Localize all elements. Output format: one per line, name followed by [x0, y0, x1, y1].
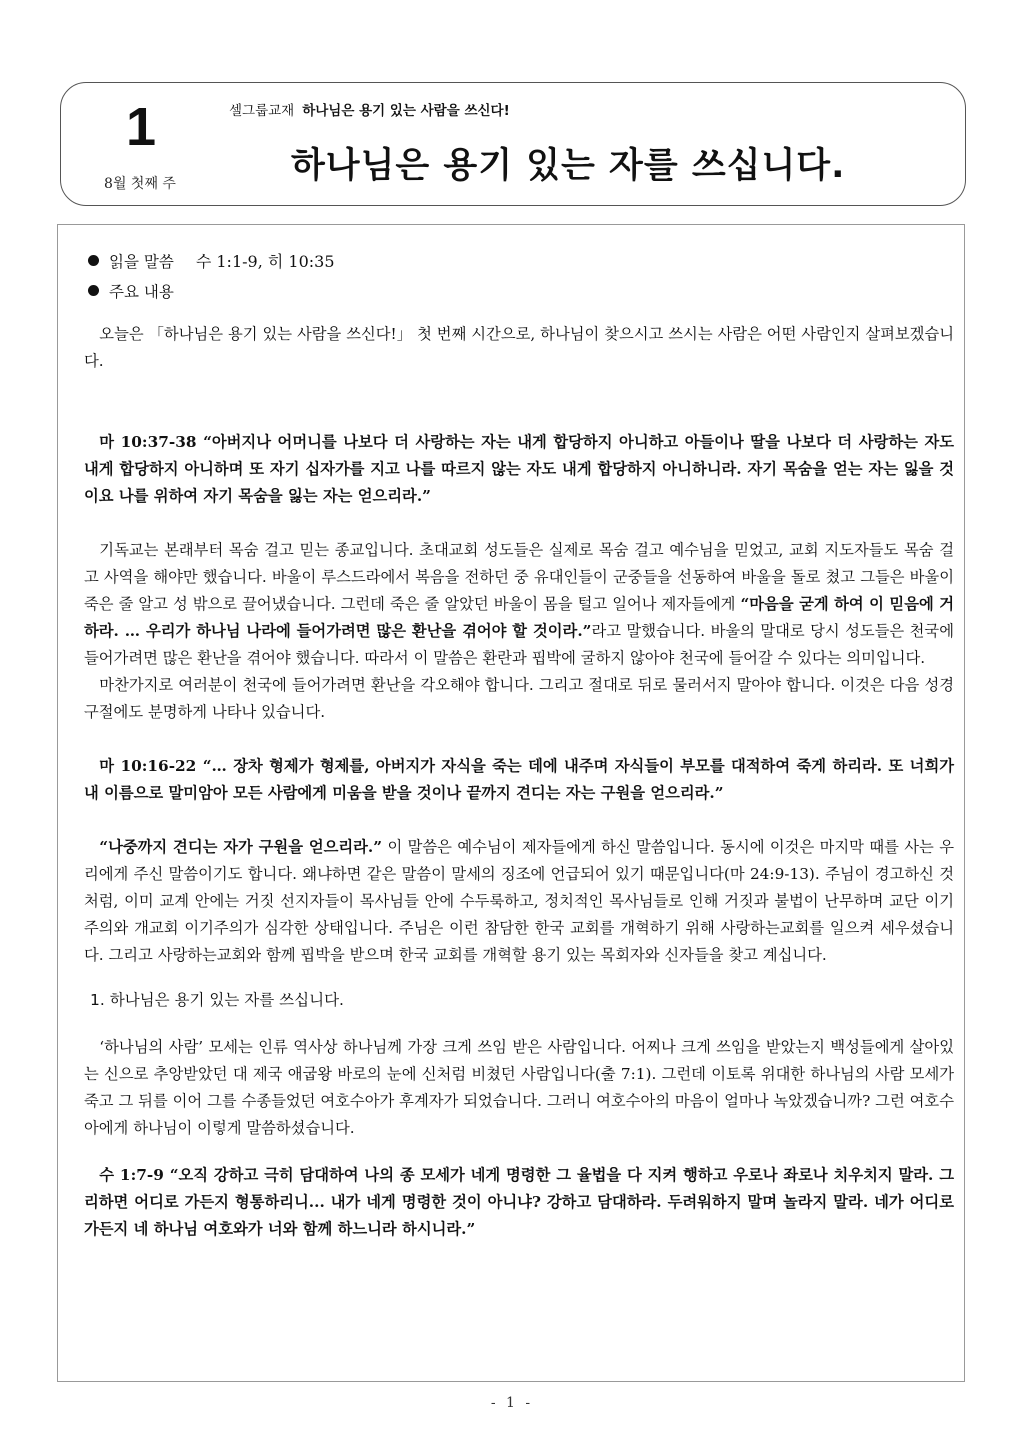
body-paragraph	[84, 537, 954, 672]
reading-row	[88, 247, 954, 277]
inline-quote: “마음을 굳게 하여 이 믿음에 거하라. … 우리가 하나님 나라에 들어가려면 많은 환난을 겪어야 할 것이라.”	[84, 595, 955, 640]
paragraph-text: 이 말씀은 예수님이 제자들에게 하신 말씀입니다. 동시에 이것은 마지막 때를 사는 우리에게 주신 말씀이기도 합니다. 왜냐하면 같은 말씀이 말세의 징조에 언급되어 있기 때문입니다(마 24:9-13). 주님이 경고하신 것처럼, 이미 교계 안에는 거짓 선지자들이 목사님들 안에 수두룩하고, 정치적인 목사님들로 인해 거짓과 불법이 난무하며 교단 이기주의와 개교회 이기주의가 심각한 상태입니다. 주님은 이런 참담한 한국 교회를 개혁하기 위해 사랑하는교회를 일으켜 세우셨습니다. 그리고 사랑하는교회와 함께 핍박을 받으며 한국 교회를 개혁할 용기 있는 목회자와 신자들을 찾고 계십니다.	[84, 838, 955, 964]
page-number: - 1 -	[490, 1395, 534, 1411]
body-paragraph: ‘하나님의 사람’ 모세는 인류 역사상 하나님께 가장 크게 쓰임 받은 사람입니다. 어찌나 크게 쓰임을 받았는지 백성들에게 살아있는 신으로 추앙받았던 대 제국 애굽왕 바로의 눈에 신처럼 비쳤던 사람입니다(출 7:1). 그런데 이토록 위대한 하나님의 사람 모세가 죽고 그 뒤를 이어 그를 수종들었던 여호수아가 후계자가 되었습니다. 그러니 여호수아의 마음이 얼마나 녹았겠습니까? 그런 여호수아에게 하나님이 이렇게 말씀하셨습니다.	[84, 1038, 954, 1137]
paragraph-text: 기독교는 본래부터 목숨 걸고 믿는 종교입니다. 초대교회 성도들은 실제로 목숨 걸고 예수님을 믿었고, 교회 지도자들도 목숨 걸고 사역을 해야만 했습니다. 바울이 루스드라에서 복음을 전하던 중 유대인들이 군중들을 선동하여 바울을 돌로 쳤고 그들은 바울이 죽은 줄 알고 성 밖으로 끌어냈습니다. 그런데 죽은 줄 알았던 바울이 몸을 털고 일어나 제자들에게	[84, 541, 954, 613]
week-label: 8월 첫째 주	[104, 176, 176, 192]
page-title: 하나님은 용기 있는 자를 쓰십니다.	[291, 146, 846, 186]
section-heading: 1. 하나님은 용기 있는 자를 쓰십니다.	[90, 991, 344, 1009]
lesson-content	[57, 224, 965, 1382]
reading-label: 읽을 말씀	[109, 253, 174, 271]
reading-value: 수 1:1-9, 히 10:35	[195, 252, 335, 271]
series-line	[229, 99, 510, 119]
main-content-label: 주요 내용	[109, 283, 174, 301]
scripture-quote: 마 10:37-38 “아버지나 어머니를 나보다 더 사랑하는 자는 내게 합당하지 아니하고 아들이나 딸을 나보다 더 사랑하는 자도 내게 합당하지 아니하며 또 자기 십자가를 지고 나를 따르지 않는 자도 내게 합당하지 아니하니라. 자기 목숨을 얻는 자는 잃을 것이요 나를 위하여 자기 목숨을 잃는 자는 얻으리라.”	[84, 433, 954, 505]
bullet-icon	[88, 285, 99, 296]
bullet-icon	[88, 255, 99, 266]
main-content-row	[88, 277, 954, 307]
lesson-number: 1	[125, 97, 157, 157]
series-prefix: 셀그룹교재	[229, 103, 295, 119]
inline-quote: “나중까지 견디는 자가 구원을 얻으리라.”	[99, 838, 383, 856]
paragraph-text: 라고 말했습니다. 바울의 말대로 당시 성도들은 천국에 들어가려면 많은 환난을 겪어야 했습니다. 따라서 이 말씀은 환란과 핍박에 굴하지 않아야 천국에 들어갈 수 있다는 의미입니다.	[84, 622, 954, 667]
body-paragraph: 마찬가지로 여러분이 천국에 들어가려면 환난을 각오해야 합니다. 그리고 절대로 뒤로 물러서지 말아야 합니다. 이것은 다음 성경 구절에도 분명하게 나타나 있습니다.	[84, 676, 954, 721]
series-title: 하나님은 용기 있는 사람을 쓰신다!	[302, 103, 510, 119]
intro-paragraph: 오늘은 「하나님은 용기 있는 사람을 쓰신다!」 첫 번째 시간으로, 하나님이 찾으시고 쓰시는 사람은 어떤 사람인지 살펴보겠습니다.	[84, 325, 954, 370]
scripture-quote: 마 10:16-22 “… 장차 형제가 형제를, 아버지가 자식을 죽는 데에 내주며 자식들이 부모를 대적하여 죽게 하리라. 또 너희가 내 이름으로 말미암아 모든 사람에게 미움을 받을 것이나 끝까지 견디는 자는 구원을 얻으리라.”	[84, 757, 954, 802]
scripture-quote: 수 1:7-9 “오직 강하고 극히 담대하여 나의 종 모세가 네게 명령한 그 율법을 다 지켜 행하고 우로나 좌로나 치우치지 말라. 그리하면 어디로 가든지 형통하리니... 내가 네게 명령한 것이 아니냐? 강하고 담대하라. 두려워하지 말며 놀라지 말라. 네가 어디로 가든지 네 하나님 여호와가 너와 함께 하느니라 하시니라.”	[84, 1166, 954, 1238]
body-paragraph	[84, 834, 954, 969]
lesson-header	[60, 82, 966, 206]
